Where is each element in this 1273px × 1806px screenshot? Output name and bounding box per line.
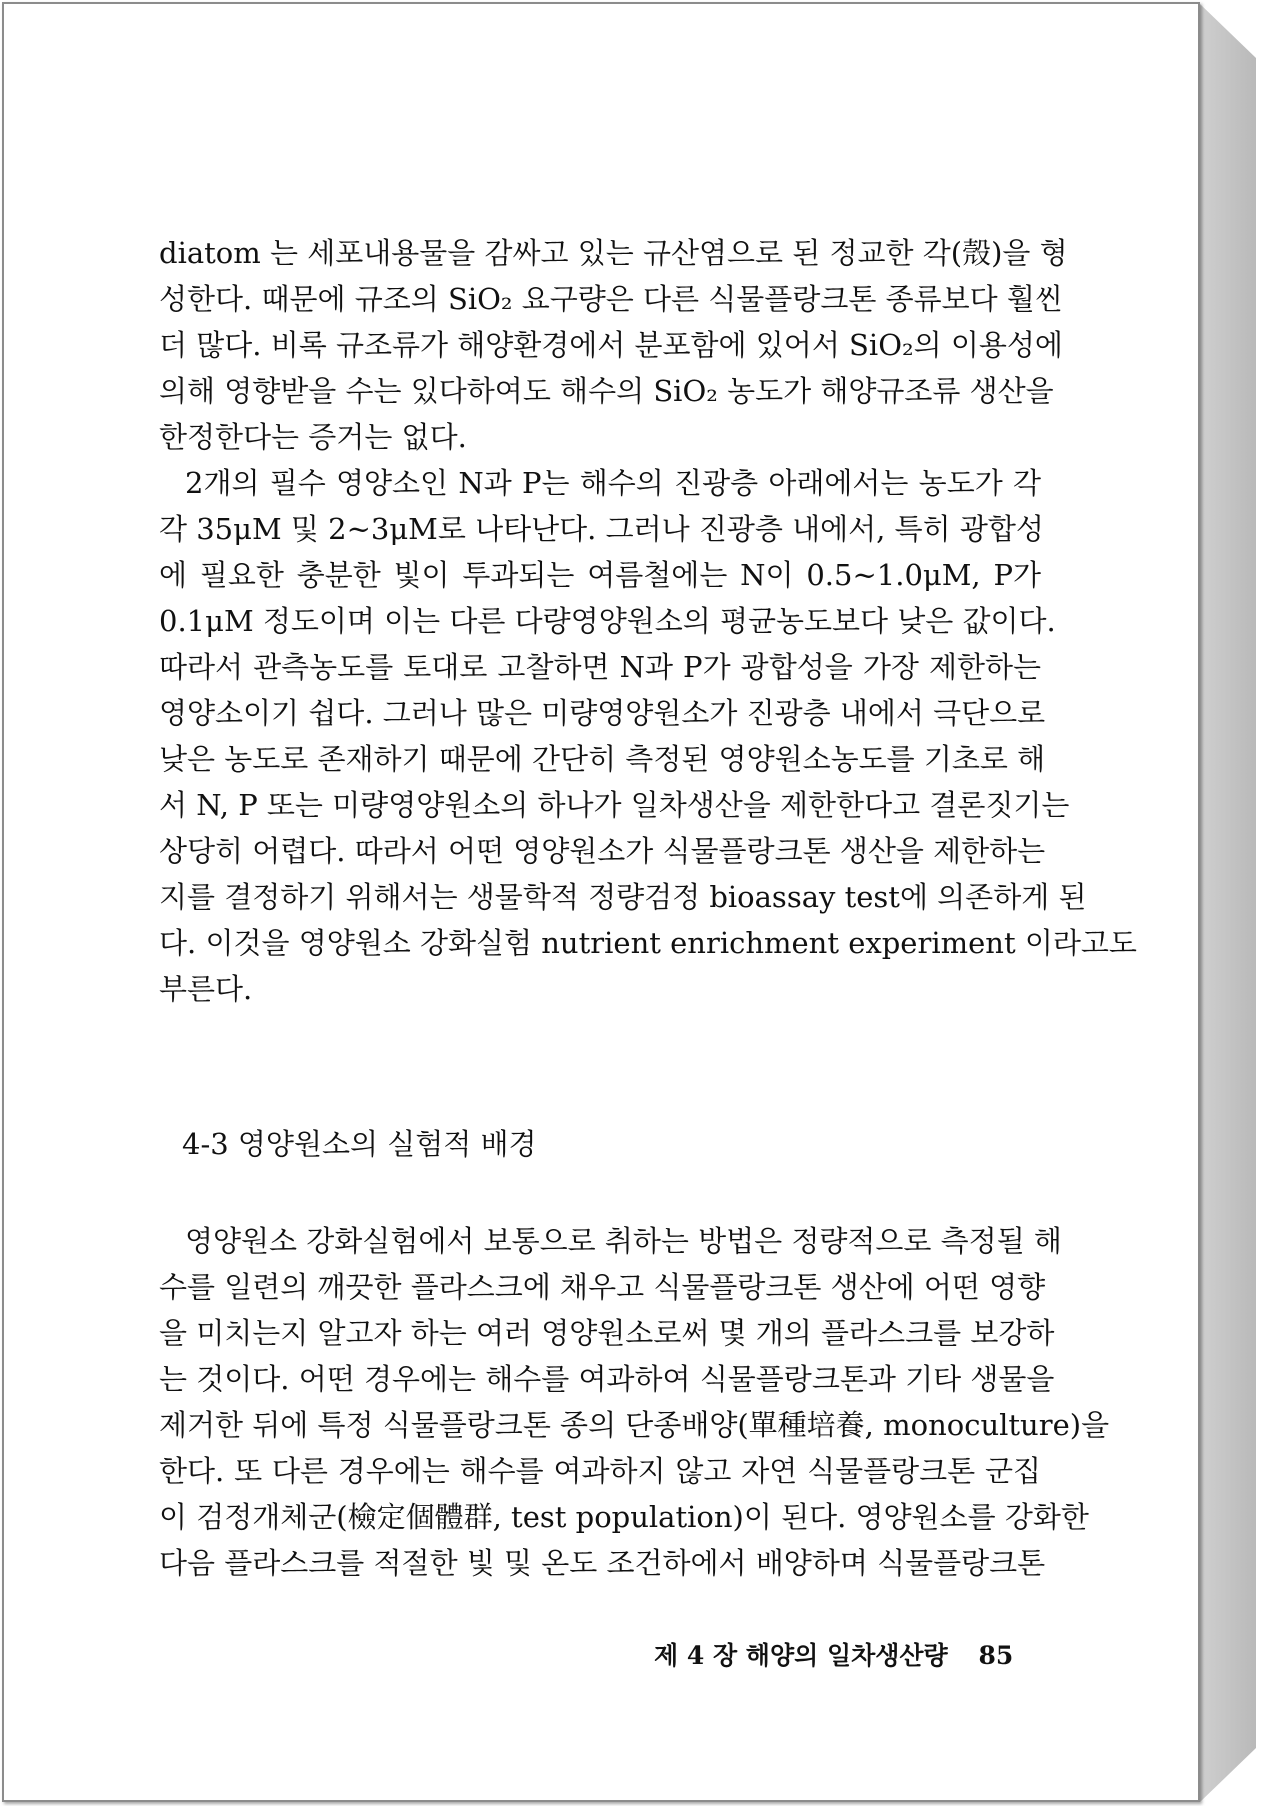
text-line: 따라서 관측농도를 토대로 고찰하면 N과 P가 광합성을 가장 제한하는	[159, 650, 1041, 684]
text-line: 한다. 또 다른 경우에는 해수를 여과하지 않고 자연 식물플랑크톤 군집	[159, 1454, 1041, 1488]
text-line: 이 검정개체군(檢定個體群, test population)이 된다. 영양원소를 강화한	[159, 1500, 1089, 1534]
page-edge-shadow	[1200, 4, 1256, 1802]
text-line: diatom 는 세포내용물을 감싸고 있는 규산염으로 된 정교한 각(殼)을 형	[159, 236, 1068, 270]
text-line: 성한다. 때문에 규조의 SiO₂ 요구량은 다른 식물플랑크톤 종류보다 훨씬	[159, 282, 1063, 316]
text-line: 영양원소 강화실험에서 보통으로 취하는 방법은 정량적으로 측정될 해	[185, 1224, 1062, 1258]
text-line: 0.1μM 정도이며 이는 다른 다량영양원소의 평균농도보다 낮은 값이다.	[159, 604, 1056, 638]
text-line: 다음 플라스크를 적절한 빛 및 온도 조건하에서 배양하며 식물플랑크톤	[159, 1546, 1046, 1580]
text-line: 한정한다는 증거는 없다.	[159, 420, 467, 454]
chapter-title: 제 4 장 해양의 일차생산량	[654, 1641, 948, 1670]
text-line: 부른다.	[159, 972, 253, 1006]
text-line: 상당히 어렵다. 따라서 어떤 영양원소가 식물플랑크톤 생산을 제한하는	[159, 834, 1046, 868]
text-line: 의해 영향받을 수는 있다하여도 해수의 SiO₂ 농도가 해양규조류 생산을	[159, 374, 1054, 408]
paragraph-enrichment-method	[159, 1218, 1110, 1586]
book-page	[2, 2, 1200, 1802]
text-line: 영양소이기 쉽다. 그러나 많은 미량영양원소가 진광층 내에서 극단으로	[159, 696, 1046, 730]
text-line: 제거한 뒤에 특정 식물플랑크톤 종의 단종배양(單種培養, monoculture)을	[159, 1408, 1110, 1442]
section-heading: 4-3 영양원소의 실험적 배경	[182, 1127, 537, 1161]
paragraph-nitrogen-phosphorus	[159, 460, 1137, 1012]
text-line: 는 것이다. 어떤 경우에는 해수를 여과하여 식물플랑크톤과 기타 생물을	[159, 1362, 1055, 1396]
text-line: 을 미치는지 알고자 하는 여러 영양원소로써 몇 개의 플라스크를 보강하	[159, 1316, 1055, 1350]
text-line: 2개의 필수 영양소인 N과 P는 해수의 진광층 아래에서는 농도가 각	[185, 466, 1041, 500]
text-line: 수를 일련의 깨끗한 플라스크에 채우고 식물플랑크톤 생산에 어떤 영향	[159, 1270, 1046, 1304]
page-number: 85	[978, 1641, 1014, 1670]
text-line: 낮은 농도로 존재하기 때문에 간단히 측정된 영양원소농도를 기초로 해	[159, 742, 1046, 776]
text-line: 각 35μM 및 2~3μM로 나타난다. 그러나 진광층 내에서, 특히 광합성	[159, 512, 1044, 546]
text-line: 지를 결정하기 위해서는 생물학적 정량검정 bioassay test에 의존하게 된	[159, 880, 1087, 914]
text-line: 더 많다. 비록 규조류가 해양환경에서 분포함에 있어서 SiO₂의 이용성에	[159, 328, 1063, 362]
text-line: 에 필요한 충분한 빛이 투과되는 여름철에는 N이 0.5~1.0μM, P가	[159, 558, 1041, 592]
paragraph-diatom-silica	[159, 230, 1068, 460]
text-line: 서 N, P 또는 미량영양원소의 하나가 일차생산을 제한한다고 결론짓기는	[159, 788, 1070, 822]
running-footer	[654, 1636, 1013, 1672]
text-line: 다. 이것을 영양원소 강화실험 nutrient enrichment experiment 이라고도	[159, 926, 1137, 960]
